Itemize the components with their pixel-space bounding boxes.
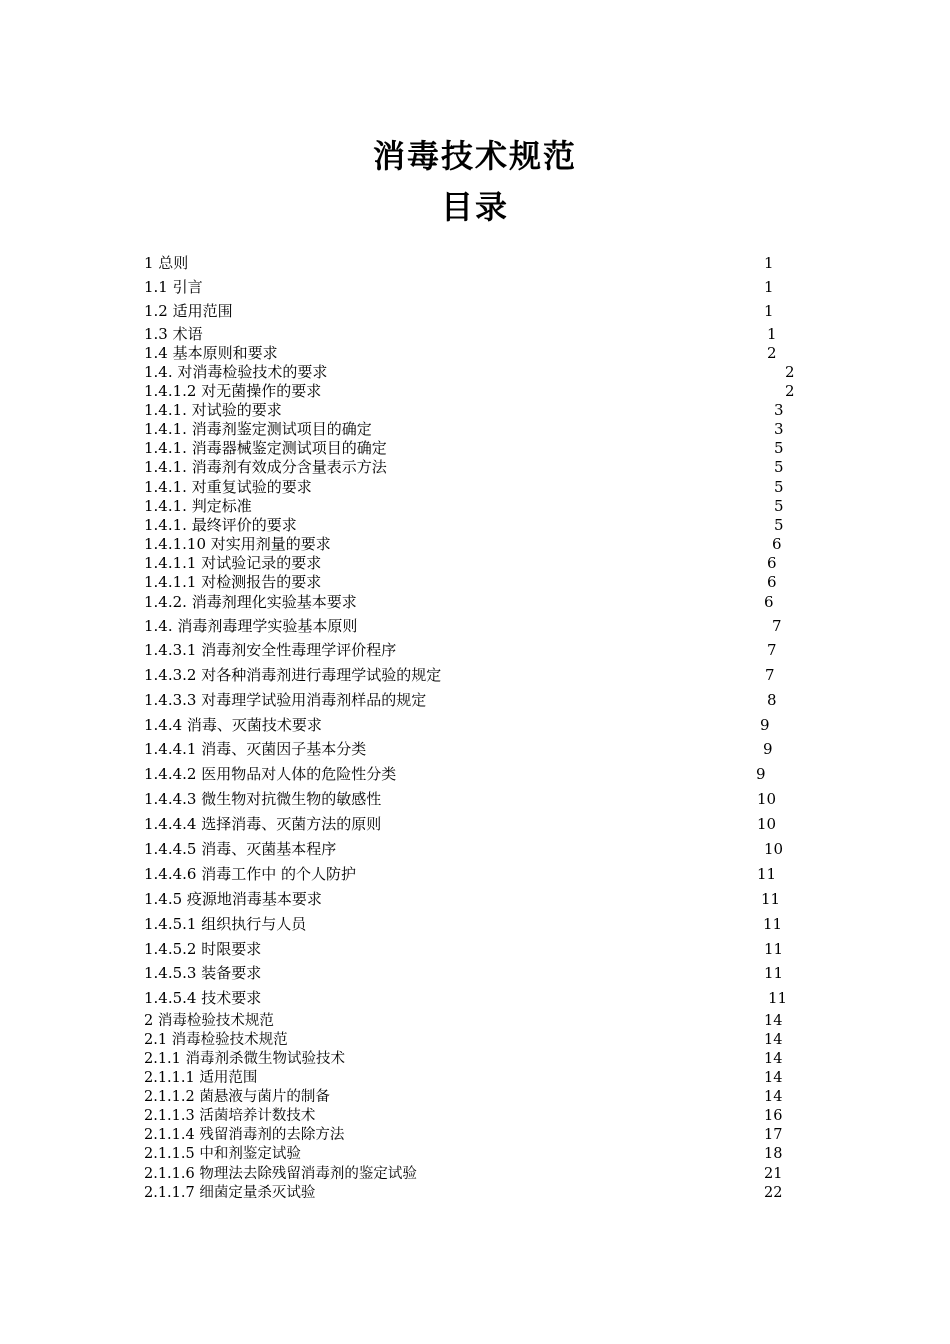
toc-entry-page: 7 bbox=[772, 617, 782, 635]
toc-entry-title: 2.1 消毒检验技术规范 bbox=[144, 1032, 288, 1048]
toc-entry-title: 2 消毒检验技术规范 bbox=[144, 1013, 274, 1029]
toc-entry-page: 1 bbox=[764, 254, 774, 272]
toc-entry-page: 2 bbox=[785, 363, 795, 381]
toc-entry-title: 1.4.1. 消毒器械鉴定测试项目的确定 bbox=[144, 439, 387, 457]
toc-entry-title: 1.4.4.6 消毒工作中 的个人防护 bbox=[144, 865, 357, 883]
toc-entry-title: 1.4. 对消毒检验技术的要求 bbox=[144, 363, 328, 381]
toc-entry-title: 1.4.1. 消毒剂有效成分含量表示方法 bbox=[144, 458, 387, 476]
toc-entry-page: 5 bbox=[774, 439, 784, 457]
toc-entry-page: 9 bbox=[763, 740, 773, 758]
toc-entry-title: 1.4.3.3 对毒理学试验用消毒剂样品的规定 bbox=[144, 691, 427, 709]
toc-entry-page: 11 bbox=[757, 865, 777, 883]
toc-entry-title: 1 总则 bbox=[144, 254, 189, 272]
toc-entry-page: 10 bbox=[757, 815, 777, 833]
toc-entry-title: 1.3 术语 bbox=[144, 325, 203, 343]
toc-entry-page: 14 bbox=[764, 1070, 783, 1086]
toc-entry-page: 5 bbox=[774, 458, 784, 476]
toc-entry-title: 1.4.5.3 装备要求 bbox=[144, 964, 262, 982]
toc-entry-page: 6 bbox=[772, 535, 782, 553]
toc-entry-page: 11 bbox=[761, 890, 781, 908]
toc-entry-page: 14 bbox=[764, 1051, 783, 1067]
toc-entry-page: 21 bbox=[764, 1166, 783, 1182]
toc-entry-page: 6 bbox=[767, 554, 777, 572]
toc-entry-title: 1.4.1. 最终评价的要求 bbox=[144, 516, 297, 534]
toc-entry-page: 3 bbox=[774, 401, 784, 419]
toc-entry-page: 3 bbox=[774, 420, 784, 438]
toc-entry-title: 1.4.4.3 微生物对抗微生物的敏感性 bbox=[144, 790, 382, 808]
toc-entry-title: 1.4.2. 消毒剂理化实验基本要求 bbox=[144, 593, 357, 611]
toc-entry-page: 14 bbox=[764, 1032, 783, 1048]
toc-entry-title: 1.4.4.1 消毒、灭菌因子基本分类 bbox=[144, 740, 367, 758]
toc-entry-title: 2.1.1.5 中和剂鉴定试验 bbox=[144, 1146, 301, 1162]
document-subtitle: 目录 bbox=[440, 188, 509, 226]
toc-entry-page: 10 bbox=[764, 840, 784, 858]
toc-entry-page: 11 bbox=[768, 989, 788, 1007]
toc-entry-title: 1.4.1.1 对检测报告的要求 bbox=[144, 573, 322, 591]
toc-entry-title: 1.1 引言 bbox=[144, 278, 203, 296]
toc-entry-title: 1.4.4.5 消毒、灭菌基本程序 bbox=[144, 840, 337, 858]
toc-entry-title: 1.2 适用范围 bbox=[144, 302, 233, 320]
toc-entry-page: 1 bbox=[764, 302, 774, 320]
toc-entry-page: 1 bbox=[767, 325, 777, 343]
toc-entry-title: 1.4.5.2 时限要求 bbox=[144, 940, 262, 958]
toc-entry-page: 11 bbox=[764, 940, 784, 958]
toc-entry-title: 1.4.1.1 对试验记录的要求 bbox=[144, 554, 322, 572]
toc-entry-page: 17 bbox=[764, 1127, 783, 1143]
toc-entry-page: 16 bbox=[764, 1108, 783, 1124]
toc-entry-page: 14 bbox=[764, 1013, 783, 1029]
toc-entry-title: 1.4.5.4 技术要求 bbox=[144, 989, 262, 1007]
toc-entry-title: 2.1.1.2 菌悬液与菌片的制备 bbox=[144, 1089, 330, 1105]
toc-entry-title: 1.4.1. 判定标准 bbox=[144, 497, 252, 515]
toc-entry-page: 14 bbox=[764, 1089, 783, 1105]
toc-entry-page: 8 bbox=[767, 691, 777, 709]
toc-entry-title: 2.1.1.3 活菌培养计数技术 bbox=[144, 1108, 316, 1124]
toc-entry-page: 6 bbox=[767, 573, 777, 591]
toc-entry-title: 1.4.5 疫源地消毒基本要求 bbox=[144, 890, 322, 908]
toc-entry-title: 1.4.4.4 选择消毒、灭菌方法的原则 bbox=[144, 815, 382, 833]
toc-entry-page: 5 bbox=[774, 497, 784, 515]
toc-entry-title: 1.4 基本原则和要求 bbox=[144, 344, 278, 362]
toc-entry-title: 1.4.3.1 消毒剂安全性毒理学评价程序 bbox=[144, 641, 397, 659]
toc-entry-title: 1.4.1.10 对实用剂量的要求 bbox=[144, 535, 331, 553]
toc-entry-title: 1.4. 消毒剂毒理学实验基本原则 bbox=[144, 617, 358, 635]
toc-entry-page: 9 bbox=[760, 716, 770, 734]
toc-entry-page: 7 bbox=[765, 666, 775, 684]
toc-entry-page: 9 bbox=[756, 765, 766, 783]
toc-entry-page: 2 bbox=[785, 382, 795, 400]
toc-entry-title: 1.4.1.2 对无菌操作的要求 bbox=[144, 382, 322, 400]
toc-entry-title: 1.4.1. 对重复试验的要求 bbox=[144, 478, 312, 496]
toc-entry-page: 5 bbox=[774, 516, 784, 534]
toc-entry-title: 2.1.1 消毒剂杀微生物试验技术 bbox=[144, 1051, 346, 1067]
toc-entry-title: 2.1.1.6 物理法去除残留消毒剂的鉴定试验 bbox=[144, 1166, 417, 1182]
toc-entry-page: 6 bbox=[764, 593, 774, 611]
toc-entry-page: 10 bbox=[757, 790, 777, 808]
toc-entry-page: 5 bbox=[774, 478, 784, 496]
toc-entry-title: 1.4.4.2 医用物品对人体的危险性分类 bbox=[144, 765, 397, 783]
toc-entry-title: 1.4.1. 对试验的要求 bbox=[144, 401, 282, 419]
toc-entry-page: 11 bbox=[764, 964, 784, 982]
toc-entry-page: 22 bbox=[764, 1185, 783, 1201]
toc-entry-page: 1 bbox=[764, 278, 774, 296]
toc-entry-title: 2.1.1.7 细菌定量杀灭试验 bbox=[144, 1185, 316, 1201]
toc-entry-title: 1.4.3.2 对各种消毒剂进行毒理学试验的规定 bbox=[144, 666, 442, 684]
toc-entry-title: 2.1.1.4 残留消毒剂的去除方法 bbox=[144, 1127, 345, 1143]
toc-entry-title: 1.4.4 消毒、灭菌技术要求 bbox=[144, 716, 322, 734]
toc-entry-page: 7 bbox=[767, 641, 777, 659]
toc-entry-title: 2.1.1.1 适用范围 bbox=[144, 1070, 258, 1086]
toc-entry-page: 11 bbox=[763, 915, 783, 933]
toc-entry-title: 1.4.5.1 组织执行与人员 bbox=[144, 915, 307, 933]
toc-entry-page: 2 bbox=[767, 344, 777, 362]
toc-entry-page: 18 bbox=[764, 1146, 783, 1162]
document-title: 消毒技术规范 bbox=[372, 137, 577, 175]
toc-entry-title: 1.4.1. 消毒剂鉴定测试项目的确定 bbox=[144, 420, 372, 438]
